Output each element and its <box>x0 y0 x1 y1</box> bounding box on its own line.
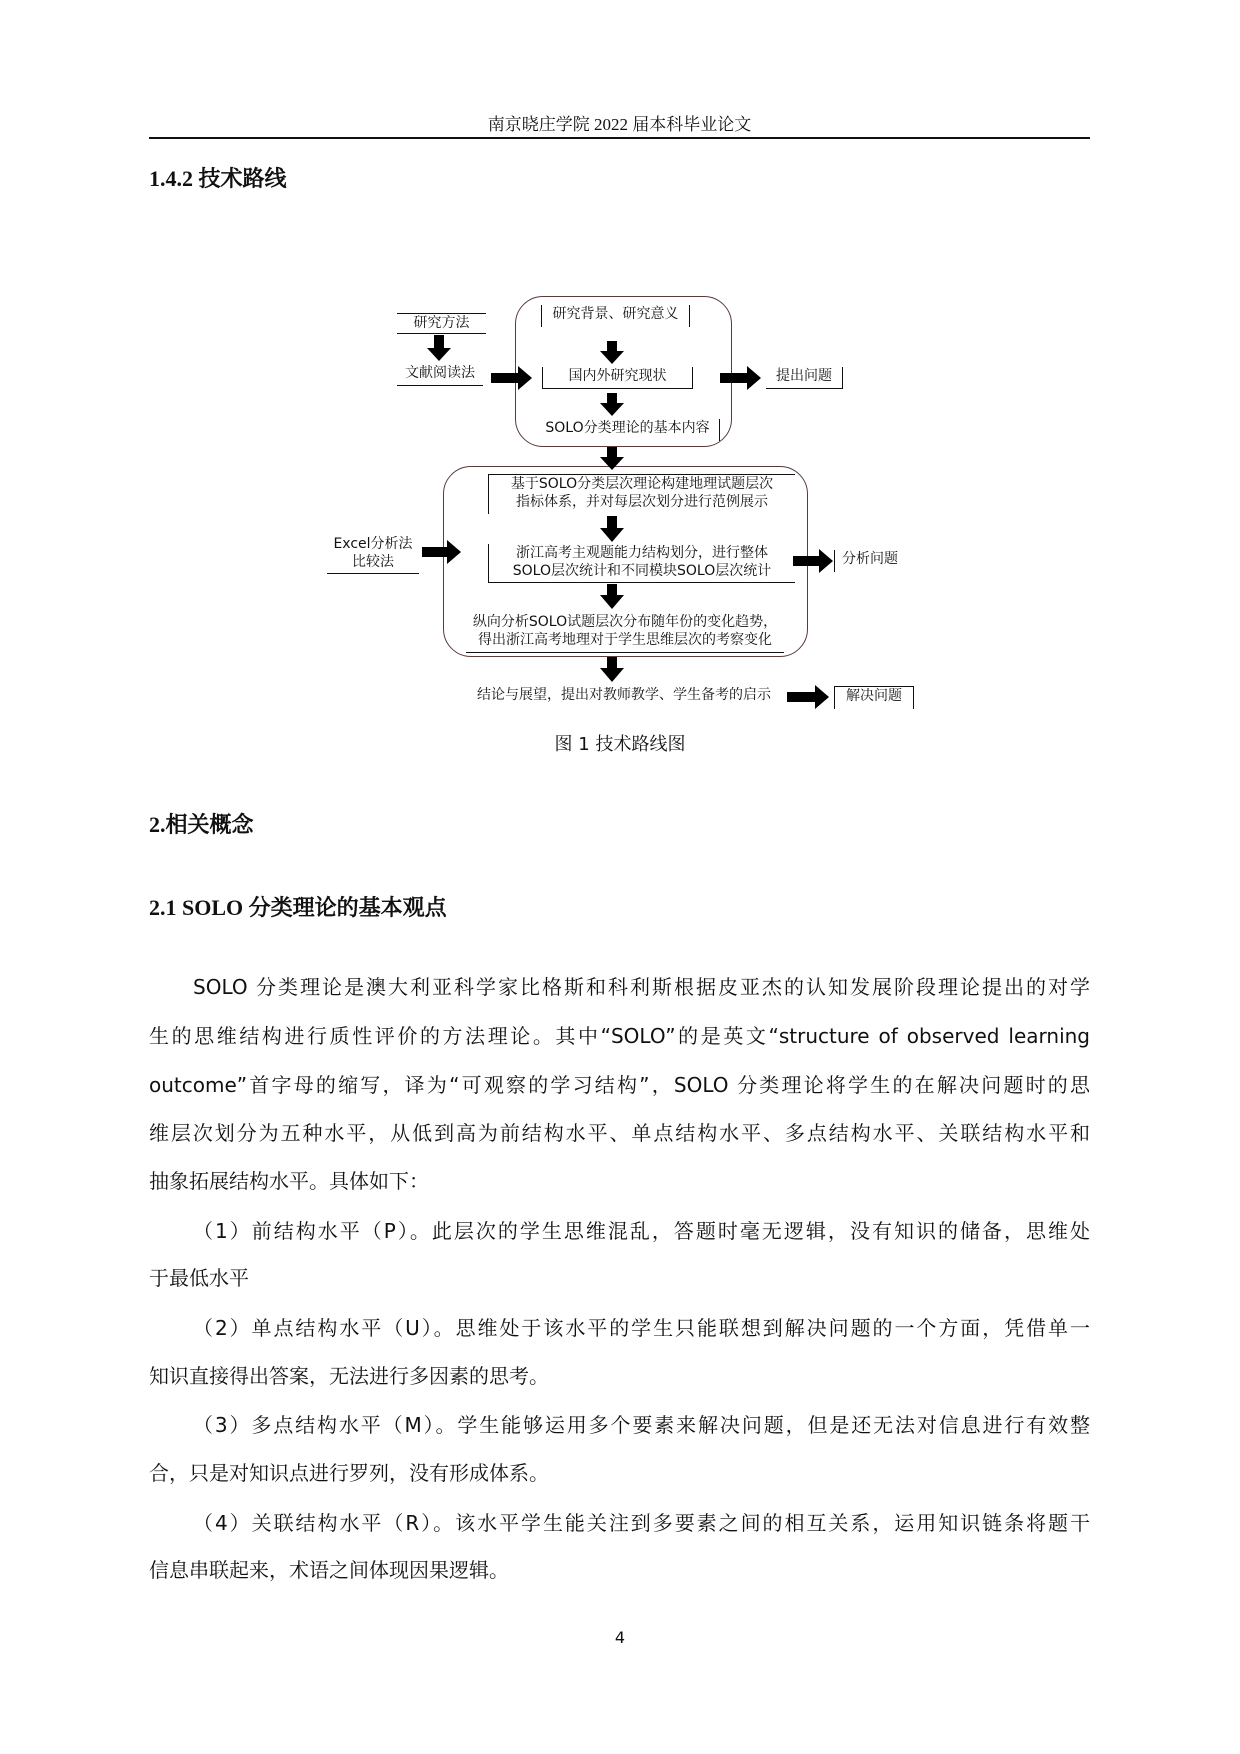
flow-arrows <box>0 0 1240 760</box>
paragraph-line: outcome”首字母的缩写，译为“可观察的学习结构”，SOLO 分类理论将学生的在解决问题时的思 <box>149 1073 1090 1097</box>
arrow-down-icon <box>600 584 624 609</box>
step-2-line-1: 浙江高考主观题能力结构划分，进行整体 <box>516 545 768 561</box>
paragraph-line: 抽象拓展结构水平。具体如下： <box>149 1169 429 1193</box>
section-heading-2: 2.相关概念 <box>149 812 254 837</box>
arrow-down-icon <box>600 393 624 416</box>
paragraph-line: SOLO 分类理论是澳大利亚科学家比格斯和科利斯根据皮亚杰的认知发展阶段理论提出的对学 <box>193 975 1090 999</box>
step-1-line-1: 基于SOLO分类层次理论构建地理试题层次 <box>510 476 774 492</box>
arrow-down-icon <box>600 657 624 682</box>
arrow-down-icon <box>600 447 624 470</box>
conclusion-text: 结论与展望，提出对教师教学、学生备考的启示 <box>477 687 771 703</box>
method-literature-box: 文献阅读法 <box>397 364 483 386</box>
page-number: 4 <box>614 1628 626 1647</box>
paragraph-line: （4）关联结构水平（R）。该水平学生能关注到多要素之间的相互关系，运用知识链条将题干 <box>193 1511 1090 1535</box>
solo-basics-box: SOLO分类理论的基本内容 <box>536 419 720 441</box>
arrow-down-icon <box>600 516 624 542</box>
paragraph-line: 合，只是对知识点进行罗列，没有形成体系。 <box>149 1461 549 1485</box>
paragraph-line: 生的思维结构进行质性评价的方法理论。其中“SOLO”的是英文“structure of observed learning <box>149 1024 1090 1048</box>
solve-problem-box: 解决问题 <box>834 686 914 709</box>
arrow-right-icon <box>422 540 461 564</box>
paragraph-line: 知识直接得出答案，无法进行多因素的思考。 <box>149 1364 549 1388</box>
step-3-line-2: 得出浙江高考地理对于学生思维层次的考察变化 <box>478 632 772 648</box>
raise-problem-box: 提出问题 <box>766 367 843 389</box>
arrow-down-icon <box>427 335 451 361</box>
running-header: 南京晓庄学院 2022 届本科毕业论文 <box>487 115 752 134</box>
paragraph-line: 维层次划分为五种水平，从低到高为前结构水平、单点结构水平、多点结构水平、关联结构水平和 <box>149 1121 1090 1145</box>
research-status-box: 国内外研究现状 <box>542 367 693 389</box>
background-box: 研究背景、研究意义 <box>541 305 690 327</box>
arrow-right-icon <box>787 685 829 709</box>
step-1-line-2: 指标体系，并对每层次划分进行范例展示 <box>516 494 768 510</box>
paragraph-line: （1）前结构水平（P）。此层次的学生思维混乱，答题时毫无逻辑，没有知识的储备，思维处 <box>193 1219 1090 1243</box>
method-excel-line-2: 比较法 <box>352 554 394 570</box>
arrow-down-icon <box>600 341 624 364</box>
method-label-box: 研究方法 <box>397 313 486 334</box>
step-2-line-2: SOLO层次统计和不同模块SOLO层次统计 <box>512 563 772 579</box>
paragraph-line: （2）单点结构水平（U）。思维处于该水平的学生只能联想到解决问题的一个方面，凭借单一 <box>193 1316 1090 1340</box>
paragraph-line: 于最低水平 <box>149 1266 249 1290</box>
arrow-right-icon <box>491 366 532 390</box>
arrow-right-icon <box>793 549 833 573</box>
paragraph-line: （3）多点结构水平（M）。学生能够运用多个要素来解决问题，但是还无法对信息进行有效整 <box>193 1413 1090 1437</box>
step-3-line-1: 纵向分析SOLO试题层次分布随年份的变化趋势， <box>472 614 778 630</box>
section-heading-1-4-2: 1.4.2 技术路线 <box>149 166 287 191</box>
analyze-problem-box: 分析问题 <box>834 550 905 572</box>
method-excel-line-1: Excel分析法 <box>333 536 413 552</box>
section-heading-2-1: 2.1 SOLO 分类理论的基本观点 <box>149 895 447 920</box>
figure-caption: 图 1 技术路线图 <box>554 734 686 755</box>
paragraph-line: 信息串联起来，术语之间体现因果逻辑。 <box>149 1558 509 1582</box>
arrow-right-icon <box>720 366 761 390</box>
